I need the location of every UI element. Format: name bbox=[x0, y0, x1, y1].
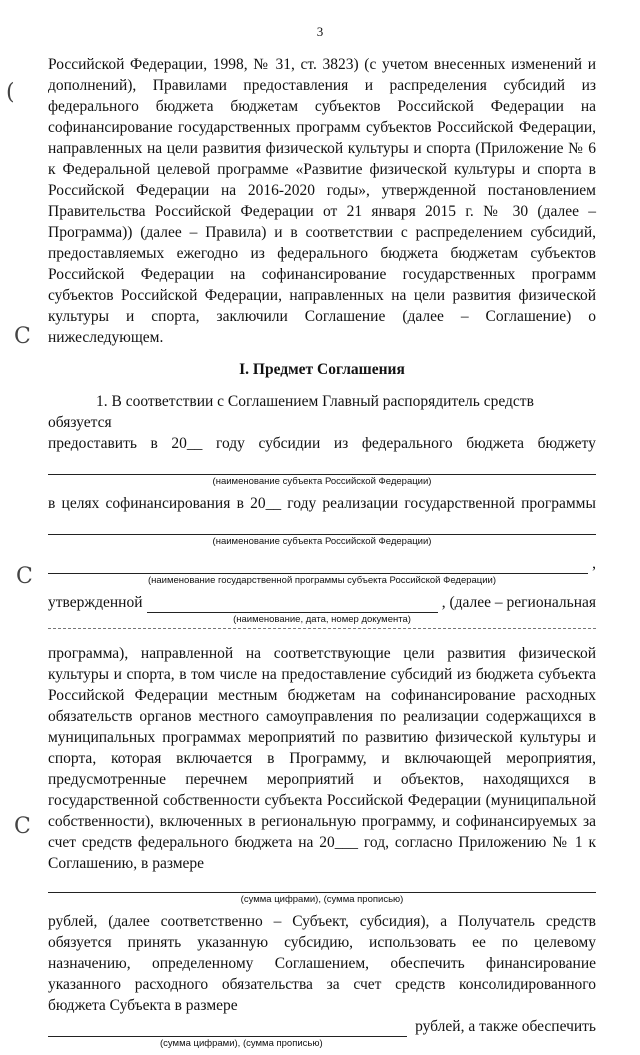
subject-name-caption: (наименование субъекта Российской Федерации) bbox=[212, 476, 432, 487]
punch-hole-mark: C bbox=[14, 324, 31, 349]
clause-1-line-2: предоставить в 20__ году субсидии из федерального бюджета бюджету bbox=[48, 435, 596, 452]
intro-paragraph: Российской Федерации, 1998, № 31, ст. 3823) (с учетом внесенных изменений и дополнений), Правилами предоставления и распределения субсидий из федерального бюджета бюджетам субъектов Российской Федерации на софинансирование государственных программ субъектов Российской Федерации, направленных на цели развития физической культуры и спорта (Приложение № 6 к Федеральной целевой программе «Развитие физической культуры и спорта в Российской Федерации на 2016-2020 годы», утвержденной постановлением Правительства Российской Федерации от 21 января 2015 г. № 30 (далее – Программа)) (далее – Правила) и в соответствии с распределением субсидий, предоставляемых ежегодно из федерального бюджета бюджетам субъектов Российской Федерации на софинансирование государственных программ субъектов Российской Федерации, направленных на цели развития физической культуры и спорта, заключили Соглашение (далее – Соглашение) о нижеследующем. bbox=[48, 56, 596, 346]
punch-hole-mark: ( bbox=[6, 80, 15, 105]
approved-label: утвержденной bbox=[48, 594, 143, 611]
subject-name-field[interactable] bbox=[48, 460, 596, 475]
co-financing-row bbox=[48, 1016, 596, 1037]
clause-1-first-line: 1. В соответствии с Соглашением Главный распорядитель средств обязуется bbox=[48, 393, 534, 431]
rubles-tail: рублей, а также обеспечить bbox=[415, 1018, 596, 1035]
program-name-comma: , bbox=[592, 555, 596, 572]
amount-caption: (сумма цифрами), (сумма прописью) bbox=[240, 894, 404, 905]
co-financing-amount-field[interactable] bbox=[48, 1022, 407, 1037]
punch-hole-mark: C bbox=[14, 814, 31, 839]
program-name-row bbox=[48, 553, 596, 574]
co-financing-caption: (сумма цифрами), (сумма прописью) bbox=[160, 1038, 323, 1049]
document-caption: (наименование, дата, номер документа) bbox=[233, 614, 411, 625]
section-title: I. Предмет Соглашения bbox=[239, 361, 405, 378]
dashed-separator bbox=[48, 626, 596, 629]
approved-tail: , (далее – региональная bbox=[441, 594, 596, 611]
program-name-field[interactable] bbox=[48, 559, 588, 574]
punch-hole-mark: C bbox=[16, 564, 33, 589]
amount-field[interactable] bbox=[48, 878, 596, 893]
page-number: 3 bbox=[316, 24, 324, 39]
subject-name-caption-2: (наименование субъекта Российской Федерации) bbox=[212, 536, 432, 547]
approved-row bbox=[48, 592, 596, 613]
approved-document-field[interactable] bbox=[147, 598, 438, 613]
clause-1-body: программа), направленной на соответствующие цели развития физической культуры и спорта, в том числе на предоставление субсидий из бюджета субъекта Российской Федерации местным бюджетам на софинансирование расходных обязательств органов местного самоуправления по реализации содержащихся в муниципальных программах мероприятий по развитию физической культуры и спорта, которая включается в Программу, и включающей мероприятия, предусмотренные перечнем мероприятий и объектов, находящихся в государственной собственности субъекта Российской Федерации (муниципальной собственности), включенных в региональную программу, и софинансируемых за счет средств федерального бюджета на 20___ год, согласно Приложению № 1 к Соглашению, в размере bbox=[48, 645, 596, 872]
clause-1-line-3: в целях софинансирования в 20__ году реализации государственной программы bbox=[48, 495, 596, 512]
program-name-caption: (наименование государственной программы субъекта Российской Федерации) bbox=[147, 575, 497, 586]
subject-name-field-2[interactable] bbox=[48, 520, 596, 535]
clause-1-rubles-paragraph: рублей, (далее соответственно – Субъект, субсидия), а Получатель средств обязуется принять указанную субсидию, использовать ее по целевому назначению, определенному Соглашением, обеспечить финансирование указанного расходного обязательства за счет средств консолидированного бюджета Субъекта в размере bbox=[48, 913, 596, 1014]
